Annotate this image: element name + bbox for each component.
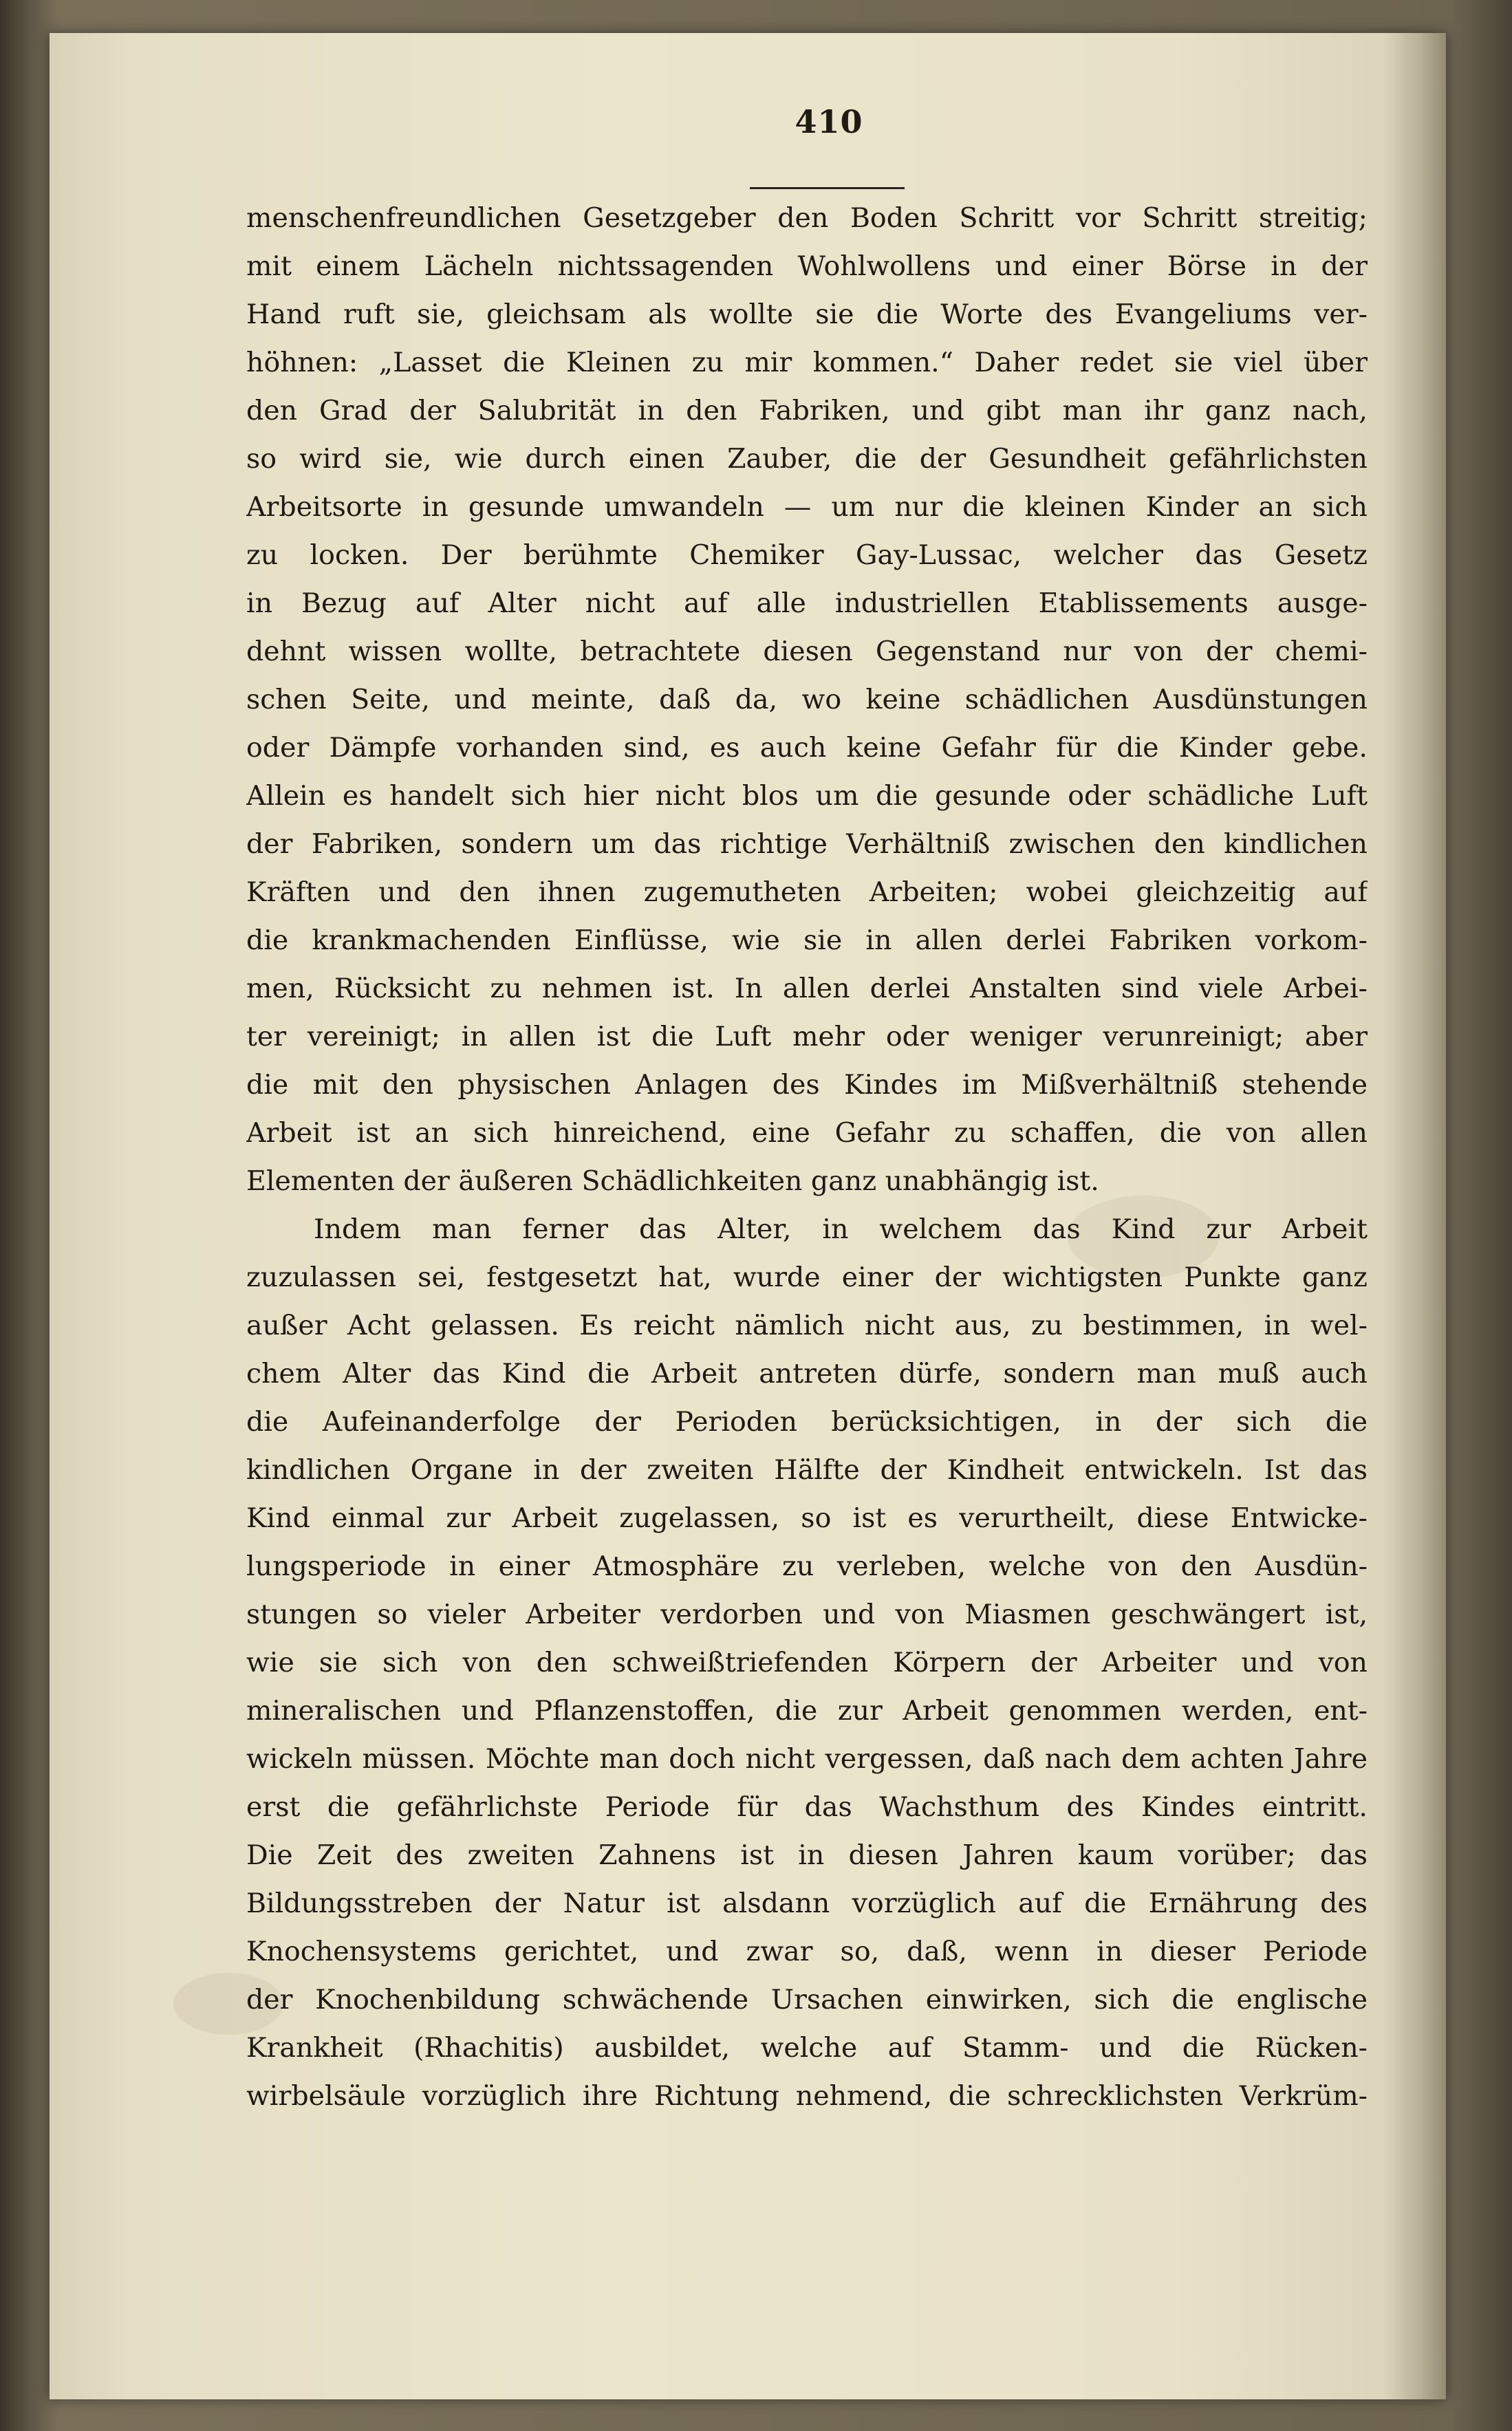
page-number: 410 — [795, 103, 863, 140]
text-line: außer Acht gelassen. Es reicht nämlich nicht aus, zu bestimmen, in wel- — [246, 1310, 1368, 1341]
text-line: Hand ruft sie, gleichsam als wollte sie die Worte des Evangeliums ver- — [246, 299, 1368, 330]
body-text — [246, 194, 1368, 2120]
text-line: chem Alter das Kind die Arbeit antreten dürfe, sondern man muß auch — [246, 1358, 1368, 1390]
text-line: Kind einmal zur Arbeit zugelassen, so ist es verurtheilt, diese Entwicke- — [246, 1502, 1368, 1534]
text-line: erst die gefährlichste Periode für das Wachsthum des Kindes eintritt. — [246, 1791, 1368, 1823]
text-line: wie sie sich von den schweißtriefenden Körpern der Arbeiter und von — [246, 1647, 1368, 1678]
text-line: Arbeitsorte in gesunde umwandeln — um nur die kleinen Kinder an sich — [246, 491, 1368, 523]
paragraph-end-line: Elementen der äußeren Schädlichkeiten ganz unabhängig ist. — [246, 1165, 1099, 1197]
text-line: stungen so vieler Arbeiter verdorben und von Miasmen geschwängert ist, — [246, 1599, 1368, 1630]
text-line: Kräften und den ihnen zugemutheten Arbeiten; wobei gleichzeitig auf — [246, 876, 1368, 908]
paragraph-start-line: Indem man ferner das Alter, in welchem das Kind zur Arbeit — [314, 1213, 1368, 1245]
text-line: den Grad der Salubrität in den Fabriken, und gibt man ihr ganz nach, — [246, 395, 1368, 426]
text-line: lungsperiode in einer Atmosphäre zu verleben, welche von den Ausdün- — [246, 1551, 1368, 1582]
text-line: in Bezug auf Alter nicht auf alle industriellen Etablissements ausge- — [246, 587, 1368, 619]
text-line: kindlichen Organe in der zweiten Hälfte der Kindheit entwickeln. Ist das — [246, 1454, 1368, 1486]
page-gutter-shadow — [1384, 33, 1446, 2399]
text-line: mineralischen und Pflanzenstoffen, die zur Arbeit genommen werden, ent- — [246, 1695, 1368, 1727]
text-line: so wird sie, wie durch einen Zauber, die der Gesundheit gefährlichsten — [246, 443, 1368, 475]
text-line: oder Dämpfe vorhanden sind, es auch keine Gefahr für die Kinder gebe. — [246, 732, 1368, 764]
text-line: dehnt wissen wollte, betrachtete diesen Gegenstand nur von der chemi- — [246, 636, 1368, 667]
text-line: Arbeit ist an sich hinreichend, eine Gefahr zu schaffen, die von allen — [246, 1117, 1368, 1149]
text-line: der Fabriken, sondern um das richtige Verhältniß zwischen den kindlichen — [246, 828, 1368, 860]
text-line: men, Rücksicht zu nehmen ist. In allen derlei Anstalten sind viele Arbei- — [246, 973, 1368, 1004]
text-line: die krankmachenden Einflüsse, wie sie in allen derlei Fabriken vorkom- — [246, 925, 1368, 956]
text-line: wirbelsäule vorzüglich ihre Richtung nehmend, die schrecklichsten Verkrüm- — [246, 2080, 1368, 2112]
text-line: Knochensystems gerichtet, und zwar so, daß, wenn in dieser Periode — [246, 1936, 1368, 1967]
text-line: Allein es handelt sich hier nicht blos um die gesunde oder schädliche Luft — [246, 780, 1368, 812]
text-line: Bildungsstreben der Natur ist alsdann vorzüglich auf die Ernährung des — [246, 1888, 1368, 1919]
text-line: schen Seite, und meinte, daß da, wo keine schädlichen Ausdünstungen — [246, 684, 1368, 715]
text-line: menschenfreundlichen Gesetzgeber den Boden Schritt vor Schritt streitig; — [246, 202, 1368, 234]
text-line: Die Zeit des zweiten Zahnens ist in diesen Jahren kaum vorüber; das — [246, 1839, 1368, 1871]
text-line: höhnen: „Lasset die Kleinen zu mir kommen.“ Daher redet sie viel über — [246, 347, 1368, 378]
text-line: zu locken. Der berühmte Chemiker Gay-Lussac, welcher das Gesetz — [246, 539, 1368, 571]
text-line: zuzulassen sei, festgesetzt hat, wurde einer der wichtigsten Punkte ganz — [246, 1262, 1368, 1293]
text-line: der Knochenbildung schwächende Ursachen einwirken, sich die englische — [246, 1984, 1368, 2016]
text-line: mit einem Lächeln nichtssagenden Wohlwollens und einer Börse in der — [246, 250, 1368, 282]
text-line: wickeln müssen. Möchte man doch nicht vergessen, daß nach dem achten Jahre — [246, 1743, 1368, 1775]
text-line: die Aufeinanderfolge der Perioden berücksichtigen, in der sich die — [246, 1406, 1368, 1438]
text-line: ter vereinigt; in allen ist die Luft mehr oder weniger verunreinigt; aber — [246, 1021, 1368, 1052]
text-line: die mit den physischen Anlagen des Kindes im Mißverhältniß stehende — [246, 1069, 1368, 1101]
header-rule — [750, 187, 905, 189]
text-line: Krankheit (Rhachitis) ausbildet, welche auf Stamm- und die Rücken- — [246, 2032, 1368, 2064]
